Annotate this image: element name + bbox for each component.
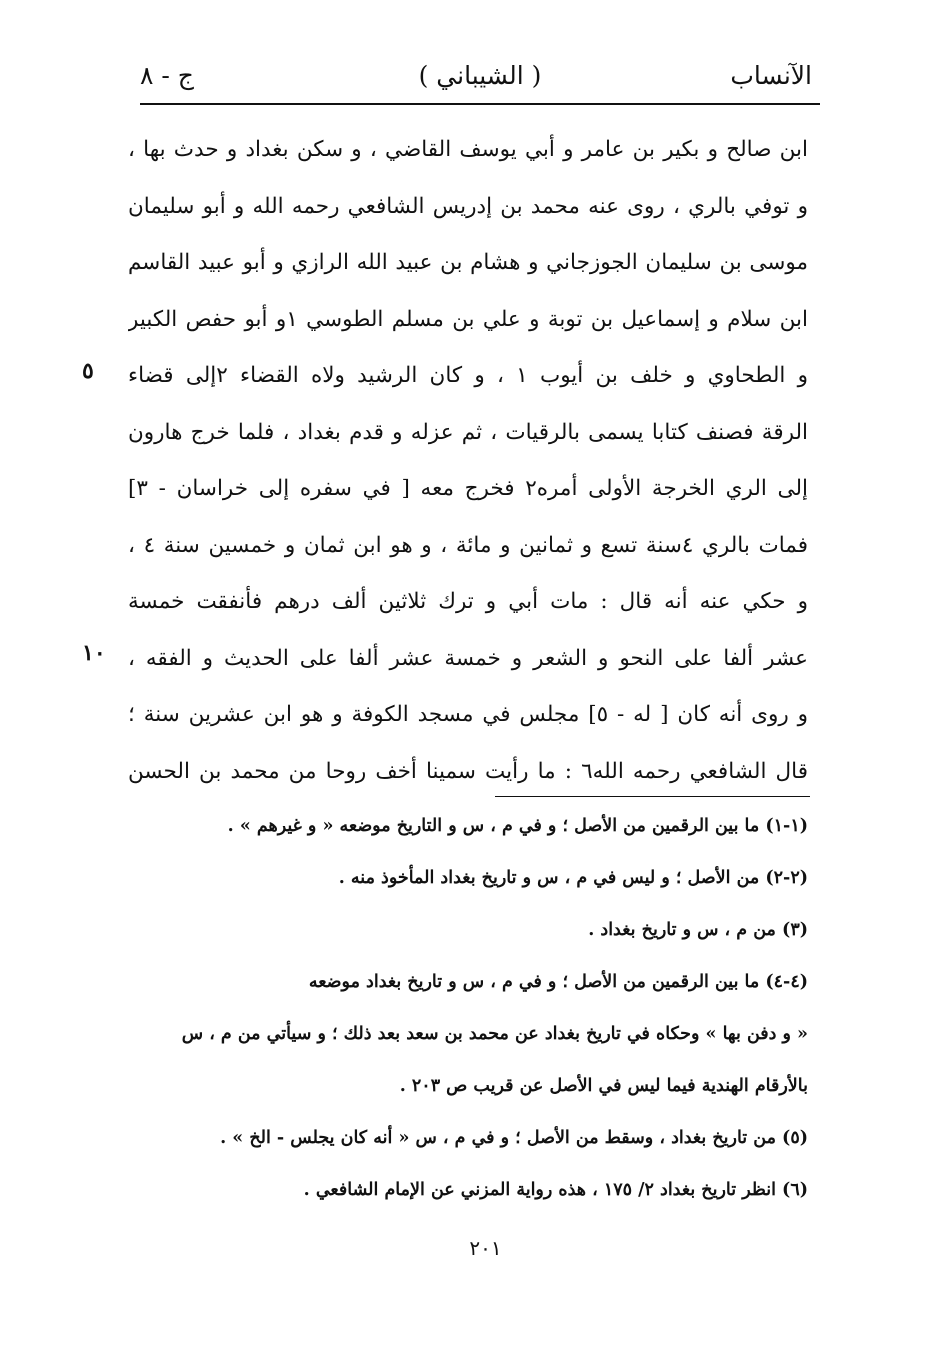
body-line: عشر ألفا على النحو و الشعر و خمسة عشر ألفا على الحديث و الفقه ، <box>128 645 808 671</box>
footnote-line: (٣) من م ، س و تاريخ بغداد . <box>588 920 808 940</box>
footnote-line: (٢-٢) من الأصل ؛ و ليس في م ، س و تاريخ بغداد المأخوذ منه . <box>338 868 808 888</box>
footnote-rule <box>495 796 810 797</box>
header-rule <box>140 103 820 105</box>
page-number: ٢٠١ <box>469 1236 502 1260</box>
body-line: إلى الري الخرجة الأولى أمره٢ فخرج معه [ في سفره إلى خراسان - ٣] <box>128 476 808 501</box>
body-line: ابن سلام و إسماعيل بن توبة و علي بن مسلم الطوسي ١و أبو حفص الكبير <box>128 306 808 332</box>
body-line: و توفي بالري ، روى عنه محمد بن إدريس الشافعي رحمه الله و أبو سليمان <box>128 193 808 219</box>
body-line: الرقة فصنف كتابا يسمى بالرقيات ، ثم عزله و قدم بغداد ، فلما خرج هارون <box>128 419 808 445</box>
body-line: و حكي عنه أنه قال : مات أبي و ترك ثلاثين ألف درهم فأنفقت خمسة <box>128 589 808 614</box>
footnote-line: (٦) انظر تاريخ بغداد ٢/ ١٧٥ ، هذه رواية المزني عن الإمام الشافعي . <box>303 1180 808 1200</box>
footnote-line: (٥) من تاريخ بغداد ، وسقط من الأصل ؛ و في م ، س « أنه كان يجلس - الخ » . <box>220 1128 808 1148</box>
body-line: و روى أنه كان [ له - ٥] مجلس في مسجد الكوفة و هو ابن عشرين سنة ؛ <box>128 702 808 727</box>
line-number-5: ٥ <box>82 358 94 384</box>
footnote-line: (١-١) ما بين الرقمين من الأصل ؛ و في م ، س و التاريخ موضعه « و غيرهم » . <box>227 816 808 836</box>
body-line: موسى بن سليمان الجوزجاني و هشام بن عبيد الله الرازي و أبو عبيد القاسم <box>128 250 808 275</box>
body-line: قال الشافعي رحمه الله٦ : ما رأيت سمينا أخف روحا من محمد بن الحسن <box>128 758 808 784</box>
body-line: ابن صالح و بكير بن عامر و أبي يوسف القاضي ، و سكن بغداد و حدث بها ، <box>128 137 808 162</box>
footnotes <box>128 806 808 1210</box>
main-text <box>128 122 808 800</box>
footnote-line: (٤-٤) ما بين الرقمين من الأصل ؛ و في م ، س و تاريخ بغداد موضعه <box>308 972 808 992</box>
body-line: و الطحاوي و خلف بن أيوب ١ ، و كان الرشيد ولاه القضاء ٢إلى قضاء <box>128 363 808 388</box>
page-header <box>140 60 820 96</box>
footnote-line: بالأرقام الهندية فيما ليس في الأصل عن قريب ص ٢٠٣ . <box>399 1076 808 1096</box>
entry-name: ( الشيباني ) <box>418 61 542 90</box>
book-title: الآنساب <box>730 61 812 90</box>
body-line: فمات بالري ٤سنة تسع و ثمانين و مائة ، و هو ابن ثمان و خمسين سنة ٤ ، <box>128 532 808 558</box>
volume-label: ج - ٨ <box>140 61 194 90</box>
line-number-10: ١٠ <box>82 640 106 666</box>
footnote-line: « و دفن بها » وحكاه في تاريخ بغداد عن محمد بن سعد بعد ذلك ؛ و سيأتي من م ، س <box>181 1024 808 1044</box>
